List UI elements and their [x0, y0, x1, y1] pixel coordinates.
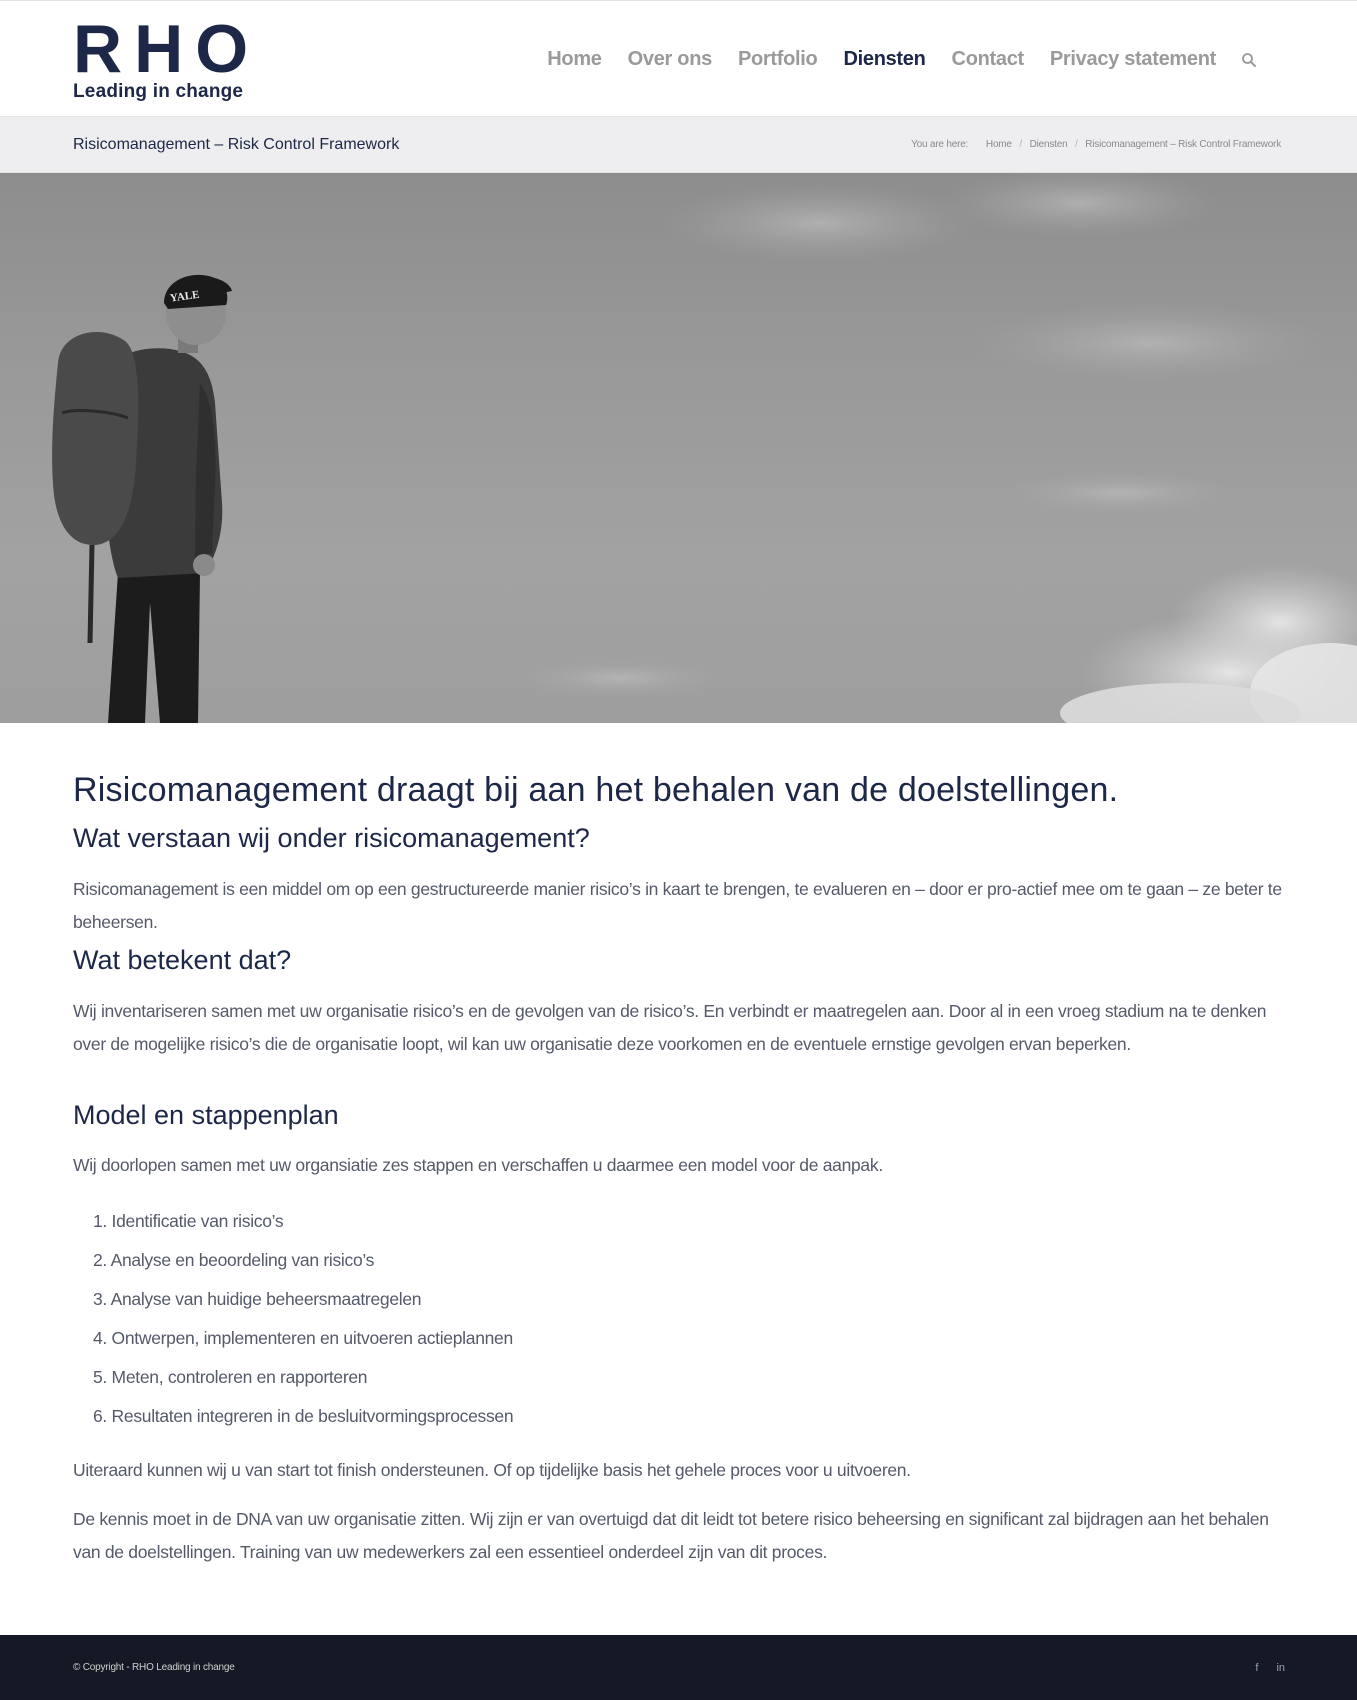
- section-text-risicomanagement: Risicomanagement is een middel om op een gestructureerde manier risico’s in kaart te brengen, te evalueren en – door er pro-actief mee om te gaan – ze beter te beheersen.: [73, 879, 1282, 932]
- closing-text-support: Uiteraard kunnen wij u van start tot finish ondersteunen. Of op tijdelijke basis het gehele proces voor u uitvoeren.: [73, 1460, 911, 1480]
- section-heading-model: Model en stappenplan: [73, 1100, 339, 1130]
- social-links: [1255, 1635, 1285, 1700]
- breadcrumb-diensten[interactable]: Diensten: [1029, 139, 1068, 150]
- site-footer: [0, 1635, 1357, 1700]
- list-item: 3. Analyse van huidige beheersmaatregelen: [93, 1289, 422, 1309]
- section-text-betekenis: Wij inventariseren samen met uw organisatie risico’s en de gevolgen van de risico’s. En verbindt er maatregelen aan. Door al in een vroeg stadium na te denken over de mogelijke risico’s die de organisatie loopt, wil kan uw organisatie deze voorkomen en de eventuele ernstige gevolgen ervan beperken.: [73, 1001, 1267, 1054]
- logo-tagline: Leading in change: [73, 81, 244, 102]
- svg-text:YALE: YALE: [169, 288, 201, 305]
- main-nav: [534, 1, 1269, 118]
- steps-list: [93, 1202, 513, 1436]
- breadcrumb-current[interactable]: Risicomanagement – Risk Control Framework: [1085, 139, 1281, 150]
- breadcrumb-separator: [976, 139, 979, 150]
- list-item: 6. Resultaten integreren in de besluitvormingsprocessen: [93, 1406, 514, 1426]
- logo[interactable]: [73, 11, 263, 103]
- nav-item-over-ons[interactable]: Over ons: [627, 48, 712, 70]
- nav-item-contact[interactable]: Contact: [951, 48, 1024, 70]
- nav-item-portfolio[interactable]: Portfolio: [737, 48, 818, 70]
- list-item: 4. Ontwerpen, implementeren en uitvoeren actieplannen: [93, 1328, 513, 1348]
- hero-image: [0, 173, 1357, 723]
- breadcrumb-prefix: You are here:: [911, 139, 969, 150]
- breadcrumb-separator: /: [1075, 139, 1078, 150]
- section-heading-risicomanagement: Wat verstaan wij onder risicomanagement?: [73, 823, 590, 853]
- hero-illustration: [0, 173, 1357, 723]
- hiker-figure: [52, 275, 232, 723]
- main-heading: Risicomanagement draagt bij aan het behalen van de doelstellingen.: [73, 771, 1119, 809]
- title-bar: [0, 117, 1357, 173]
- section-heading-betekenis: Wat betekent dat?: [73, 945, 292, 975]
- copyright-text: © Copyright - RHO Leading in change: [73, 1662, 235, 1673]
- list-item: 5. Meten, controleren en rapporteren: [93, 1367, 368, 1387]
- logo-mark: RHO: [73, 11, 261, 87]
- closing-text-training: De kennis moet in de DNA van uw organisatie zitten. Wij zijn er van overtuigd dat dit leidt tot betere risico beheersing en significant zal bijdragen aan het behalen van de doelstellingen. Training van uw medewerkers zal een essentieel onderdeel zijn van dit proces.: [73, 1509, 1269, 1562]
- list-item: 1. Identificatie van risico’s: [93, 1211, 284, 1231]
- breadcrumb-separator: /: [1019, 139, 1022, 150]
- nav-item-diensten[interactable]: Diensten: [830, 1, 938, 118]
- section-text-model-intro: Wij doorlopen samen met uw organsiatie zes stappen en verschaffen u daarmee een model voor de aanpak.: [73, 1155, 883, 1175]
- nav-item-home[interactable]: Home: [547, 48, 602, 70]
- site-header: [0, 0, 1357, 117]
- facebook-icon[interactable]: f: [1255, 1661, 1259, 1674]
- breadcrumb-home[interactable]: Home: [985, 139, 1012, 150]
- list-item: 2. Analyse en beoordeling van risico’s: [93, 1250, 375, 1270]
- search-icon[interactable]: [1229, 1, 1269, 118]
- nav-item-privacy-statement[interactable]: Privacy statement: [1049, 48, 1216, 70]
- page-title: Risicomanagement – Risk Control Framework: [73, 136, 400, 153]
- linkedin-icon[interactable]: in: [1276, 1661, 1285, 1674]
- breadcrumb: [911, 117, 1281, 173]
